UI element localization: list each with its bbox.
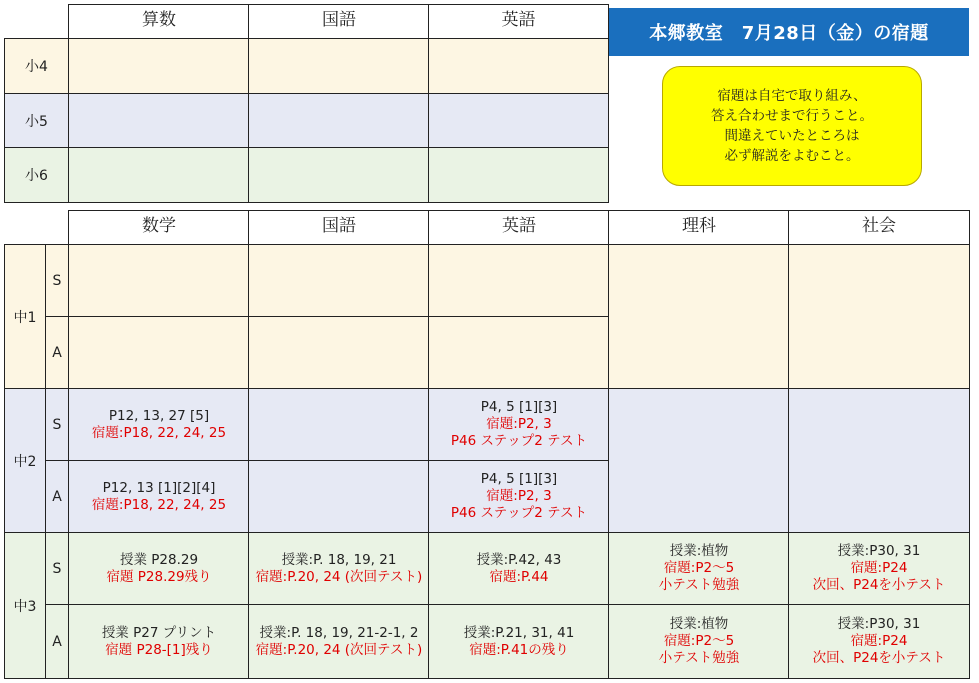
grade-label-chu3: 中3 <box>4 532 46 679</box>
jr2s-english-cell <box>428 388 610 461</box>
jr3s-math-cell <box>68 532 250 605</box>
jr3s-japanese-cell <box>248 532 430 605</box>
row-label-sho6: 小6 <box>4 147 69 203</box>
homework-text: 宿題:P.20, 24 (次回テスト) <box>255 641 423 658</box>
jr-cell <box>248 460 430 533</box>
lesson-text: P12, 13 [1][2][4] <box>102 479 216 496</box>
jr-cell <box>788 388 970 533</box>
class-label-s: S <box>45 244 69 317</box>
class-label-a: A <box>45 460 69 533</box>
lesson-text: 授業:植物 <box>669 543 729 559</box>
jr-header-english: 英語 <box>428 210 610 245</box>
elem-cell <box>248 93 430 148</box>
jr-cell <box>248 388 430 461</box>
homework-text: 宿題:P24 <box>850 633 908 649</box>
jr3s-english-cell <box>428 532 610 605</box>
jr-cell <box>788 244 970 389</box>
elem-cell <box>428 38 609 94</box>
jr2a-math-cell <box>68 460 250 533</box>
class-label-a: A <box>45 316 69 389</box>
jr-cell <box>248 244 430 317</box>
class-label-s: S <box>45 532 69 605</box>
row-label-sho5: 小5 <box>4 93 69 148</box>
elem-cell <box>428 93 609 148</box>
homework-text: 宿題:P2～5 <box>663 633 735 649</box>
lesson-text: 授業:P30, 31 <box>837 616 921 632</box>
note-line: 宿題は自宅で取り組み、 <box>717 88 867 104</box>
elem-cell <box>428 147 609 203</box>
jr2a-english-cell <box>428 460 610 533</box>
homework-text: 宿題:P18, 22, 24, 25 <box>91 496 227 513</box>
jr-cell <box>68 316 250 389</box>
lesson-text: P4, 5 [1][3] <box>480 399 558 415</box>
lesson-text: 授業:植物 <box>669 616 729 632</box>
jr3a-math-cell <box>68 604 250 679</box>
elem-cell <box>68 93 250 148</box>
grade-label-chu2: 中2 <box>4 388 46 533</box>
note-box <box>662 66 922 186</box>
elem-cell <box>68 147 250 203</box>
jr-cell <box>608 388 790 533</box>
homework-text: 宿題:P18, 22, 24, 25 <box>91 424 227 441</box>
homework-text: 宿題:P.41の残り <box>469 641 569 658</box>
class-label-a: A <box>45 604 69 679</box>
jr-header-social: 社会 <box>788 210 970 245</box>
jr-header-science: 理科 <box>608 210 790 245</box>
jr2s-math-cell <box>68 388 250 461</box>
elem-cell <box>68 38 250 94</box>
homework-text: 宿題 P28.29残り <box>106 568 212 585</box>
jr3a-science-cell <box>608 604 790 679</box>
lesson-text: 授業:P.21, 31, 41 <box>463 624 575 641</box>
jr3s-social-cell <box>788 532 970 605</box>
page-title: 本郷教室 7月28日（金）の宿題 <box>609 8 969 56</box>
jr-cell <box>428 316 610 389</box>
jr-cell <box>608 244 790 389</box>
homework-text: P46 ステップ2 テスト <box>450 505 588 521</box>
lesson-text: 授業 P27 プリント <box>101 624 217 641</box>
elem-cell <box>248 147 430 203</box>
lesson-text: 授業:P30, 31 <box>837 543 921 559</box>
jr-cell <box>68 244 250 317</box>
note-line: 必ず解説をよむこと。 <box>724 148 860 164</box>
class-label-s: S <box>45 388 69 461</box>
homework-text: 次回、P24を小テスト <box>812 650 946 666</box>
lesson-text: 授業 P28.29 <box>119 551 199 568</box>
homework-text: P46 ステップ2 テスト <box>450 433 588 449</box>
jr3a-japanese-cell <box>248 604 430 679</box>
jr3a-social-cell <box>788 604 970 679</box>
jr-header-math: 数学 <box>68 210 250 245</box>
elem-header-japanese: 国語 <box>248 4 430 39</box>
row-label-sho4: 小4 <box>4 38 69 94</box>
elem-header-english: 英語 <box>428 4 609 39</box>
homework-text: 宿題:P2, 3 <box>486 488 552 504</box>
lesson-text: 授業:P.42, 43 <box>476 551 562 568</box>
homework-text: 宿題 P28-[1]残り <box>105 641 213 658</box>
note-line: 間違えていたところは <box>724 128 860 144</box>
lesson-text: P12, 13, 27 [5] <box>108 407 210 424</box>
jr-header-japanese: 国語 <box>248 210 430 245</box>
elem-cell <box>248 38 430 94</box>
homework-text: 小テスト勉強 <box>658 577 740 593</box>
note-line: 答え合わせまで行うこと。 <box>711 108 873 124</box>
grade-label-chu1: 中1 <box>4 244 46 389</box>
homework-text: 小テスト勉強 <box>658 650 740 666</box>
lesson-text: P4, 5 [1][3] <box>480 471 558 487</box>
homework-text: 宿題:P2, 3 <box>486 416 552 432</box>
lesson-text: 授業:P. 18, 19, 21 <box>281 551 397 568</box>
homework-text: 宿題:P24 <box>850 560 908 576</box>
homework-text: 宿題:P.20, 24 (次回テスト) <box>255 568 423 585</box>
jr3s-science-cell <box>608 532 790 605</box>
elem-header-math: 算数 <box>68 4 250 39</box>
homework-text: 次回、P24を小テスト <box>812 577 946 593</box>
homework-text: 宿題:P.44 <box>489 568 549 585</box>
jr-cell <box>428 244 610 317</box>
jr-cell <box>248 316 430 389</box>
jr3a-english-cell <box>428 604 610 679</box>
homework-text: 宿題:P2～5 <box>663 560 735 576</box>
lesson-text: 授業:P. 18, 19, 21-2-1, 2 <box>259 624 419 641</box>
